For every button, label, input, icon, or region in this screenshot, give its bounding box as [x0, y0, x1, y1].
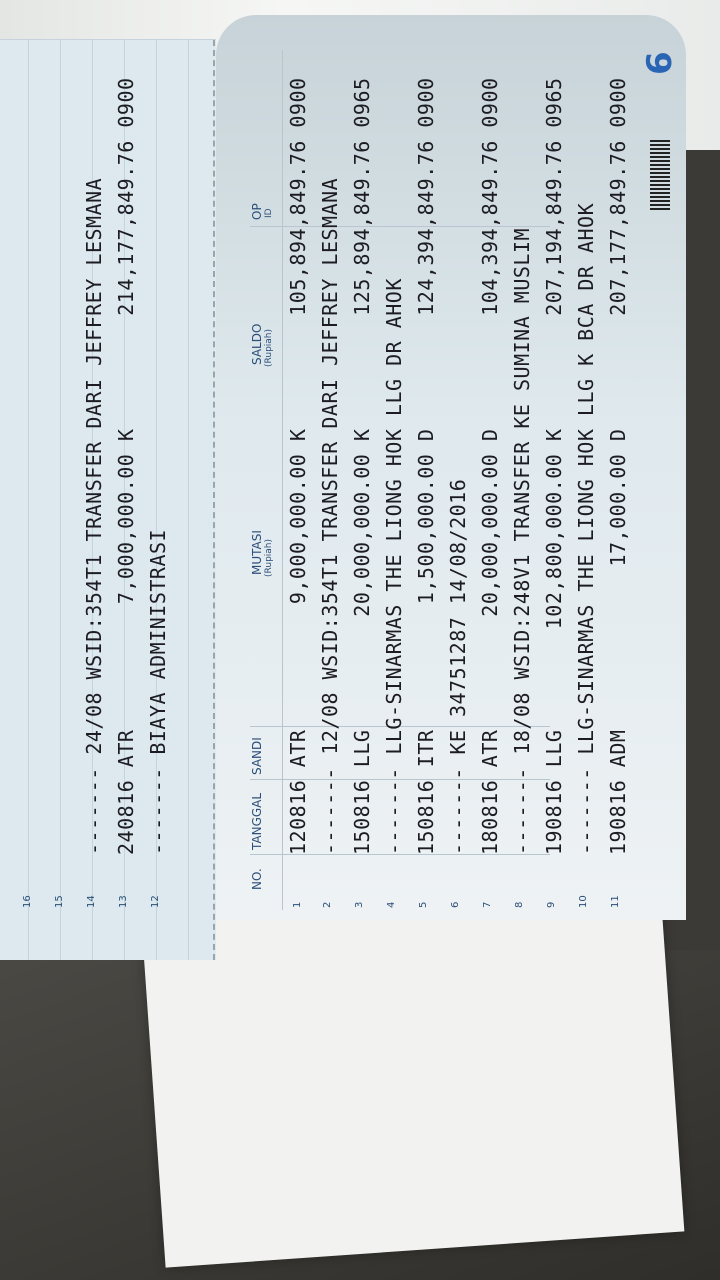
- line-number: 8: [514, 901, 525, 908]
- passbook-page-left: [0, 39, 216, 960]
- line-number: 9: [546, 901, 557, 908]
- transaction-row: 240816 ATR 7,000,000.00 K 214,177,849.76 0900: [114, 77, 138, 855]
- line-number: 7: [482, 901, 493, 908]
- transaction-row: 190816 LLG 102,800,000.00 K 207,194,849.76 0965: [542, 77, 566, 855]
- line-number: 11: [610, 895, 621, 908]
- transaction-row: ------- 18/08 WSID:248V1 TRANSFER KE SUMINA MUSLIM: [510, 227, 534, 855]
- header-saldo: SALDO: [250, 323, 264, 365]
- line-number: 16: [22, 895, 33, 908]
- header-no: NO.: [250, 868, 264, 890]
- line-number: 10: [578, 895, 589, 908]
- line-number: 12: [150, 895, 161, 908]
- line-number: 2: [322, 901, 333, 908]
- line-number: 15: [54, 895, 65, 908]
- header-sandi: SANDI: [250, 737, 264, 775]
- transaction-row: 150816 ITR 1,500,000.00 D 124,394,849.76 0900: [414, 77, 438, 855]
- transaction-row: ------- 24/08 WSID:354T1 TRANSFER DARI JEFFREY LESMANA: [82, 177, 106, 855]
- header-op-id: ID: [264, 208, 274, 218]
- header-op: OP: [250, 203, 264, 220]
- header-mutasi: MUTASI: [250, 530, 264, 575]
- ruled-line: [188, 40, 189, 960]
- line-number: 14: [86, 895, 97, 908]
- line-number: 5: [418, 901, 429, 908]
- transaction-row: 190816 ADM 17,000.00 D 207,177,849.76 0900: [606, 77, 630, 855]
- transaction-row: 180816 ATR 20,000,000.00 D 104,394,849.76 0900: [478, 77, 502, 855]
- table-header: [250, 50, 283, 910]
- line-number: 13: [118, 895, 129, 908]
- transaction-row: 120816 ATR 9,000,000.00 K 105,894,849.76 0900: [286, 77, 310, 855]
- ruled-line: [28, 40, 29, 960]
- line-number: 4: [386, 901, 397, 908]
- line-number: 3: [354, 901, 365, 908]
- line-number: 6: [450, 901, 461, 908]
- transaction-row: ------- LLG-SINARMAS THE LIONG HOK LLG K BCA DR AHOK: [574, 202, 598, 855]
- transaction-row: ------- BIAYA ADMINISTRASI: [146, 528, 170, 855]
- transaction-row: ------- LLG-SINARMAS THE LIONG HOK LLG DR AHOK: [382, 278, 406, 855]
- page-number: 6: [640, 51, 680, 75]
- transaction-row: ------- 12/08 WSID:354T1 TRANSFER DARI JEFFREY LESMANA: [318, 177, 342, 855]
- header-tanggal: TANGGAL: [250, 792, 264, 850]
- header-saldo-sub: (Rupiah): [264, 328, 274, 367]
- header-mutasi-sub: (Rupiah): [264, 538, 274, 577]
- barcode: [650, 140, 670, 210]
- binding-stitch: [213, 40, 215, 960]
- transaction-row: 150816 LLG 20,000,000.00 K 125,894,849.76 0965: [350, 77, 374, 855]
- line-number: 1: [292, 901, 303, 908]
- transaction-row: ------- KE 34751287 14/08/2016: [446, 478, 470, 855]
- ruled-line: [60, 40, 61, 960]
